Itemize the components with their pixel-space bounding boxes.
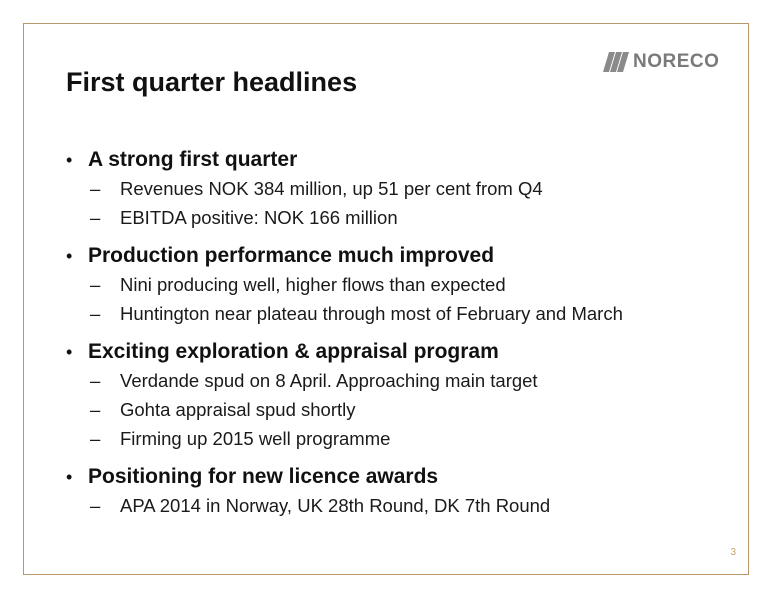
sub-item [90, 299, 726, 328]
bullet-heading: Production performance much improved [88, 244, 495, 267]
dash-icon: – [90, 274, 101, 295]
sub-item-text: Verdande spud on 8 April. Approaching main target [120, 370, 538, 391]
dash-icon: – [90, 399, 101, 420]
page-number: 3 [730, 547, 736, 558]
sub-item-text: Nini producing well, higher flows than expected [120, 274, 506, 295]
dash-icon: – [90, 207, 101, 228]
sub-item [90, 174, 726, 203]
bullet-dot-icon: • [66, 150, 73, 170]
dash-icon: – [90, 178, 101, 199]
sub-item [90, 270, 726, 299]
bullet-dot-icon: • [66, 342, 73, 362]
noreco-stripes-icon [603, 52, 629, 72]
dash-icon: – [90, 370, 101, 391]
sub-item-text: Huntington near plateau through most of February and March [120, 303, 623, 324]
noreco-logo [603, 50, 719, 74]
sub-item-text: Gohta appraisal spud shortly [120, 399, 356, 420]
sub-item-text: Firming up 2015 well programme [120, 428, 391, 449]
dash-icon: – [90, 428, 101, 449]
dash-icon: – [90, 495, 101, 516]
bullet-heading: Exciting exploration & appraisal program [88, 340, 499, 363]
bullet-list [66, 146, 726, 530]
bullet-heading: Positioning for new licence awards [88, 465, 439, 488]
sub-item-text: APA 2014 in Norway, UK 28th Round, DK 7th Round [120, 495, 551, 516]
sub-item [90, 395, 726, 424]
bullet-item [66, 146, 726, 232]
page-title: First quarter headlines [66, 67, 358, 97]
bullet-item [66, 242, 726, 328]
logo-text: NORECO [633, 51, 720, 72]
sub-item [90, 424, 726, 453]
dash-icon: – [90, 303, 101, 324]
bullet-heading: A strong first quarter [88, 148, 298, 171]
sub-item-text: Revenues NOK 384 million, up 51 per cent from Q4 [120, 178, 543, 199]
bullet-dot-icon: • [66, 467, 73, 487]
bullet-item [66, 463, 726, 520]
bullet-dot-icon: • [66, 246, 73, 266]
bullet-item [66, 338, 726, 453]
sub-item [90, 203, 726, 232]
sub-item [90, 491, 726, 520]
sub-item-text: EBITDA positive: NOK 166 million [120, 207, 398, 228]
sub-item [90, 366, 726, 395]
